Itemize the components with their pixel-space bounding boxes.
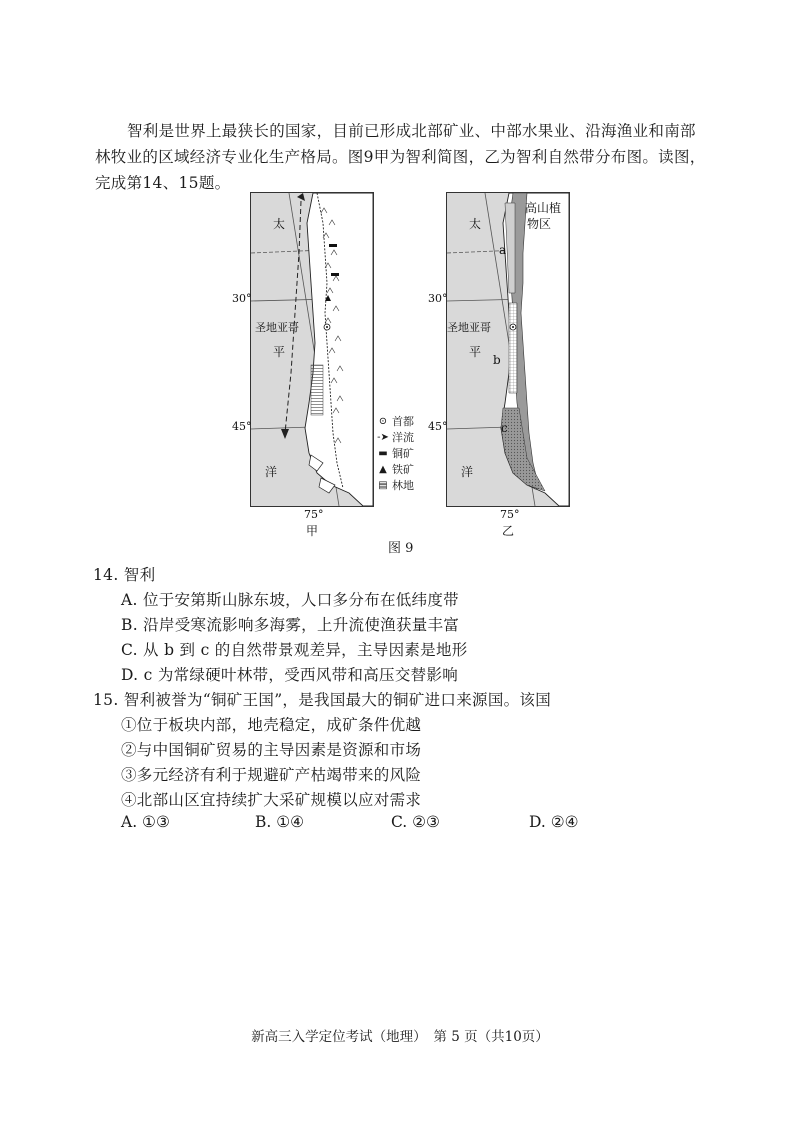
- zone-c-label: c: [501, 421, 508, 435]
- map-yi: [446, 192, 570, 507]
- map-jia-drawing: [251, 193, 373, 506]
- zone-b-label: b: [493, 353, 501, 367]
- alpine-zone-label-2: 物区: [527, 217, 552, 231]
- q15-choice-d: D. ②④: [529, 813, 579, 831]
- legend-item: ⊙ 首都: [374, 414, 446, 430]
- copper-mine-icon: ▬: [378, 448, 388, 459]
- lat-30-label: 30°: [232, 292, 252, 305]
- ocean-char-2: 平: [273, 345, 286, 359]
- q15-choice-b: B. ①④: [255, 813, 305, 831]
- ocean-char-3: 洋: [461, 465, 474, 479]
- lon-75-label: 75°: [500, 508, 520, 521]
- q15-statement-1: ①位于板块内部，地壳稳定，成矿条件优越: [121, 716, 422, 734]
- iron-mine-icon: ▲: [379, 464, 387, 475]
- capital-symbol-icon: ⊙: [378, 416, 388, 427]
- lon-75-label: 75°: [304, 508, 324, 521]
- figure-caption: 图 9: [388, 541, 414, 556]
- legend-item: ▬ 铜矿: [374, 446, 446, 462]
- lat-45-label: 45°: [232, 420, 252, 433]
- ocean-char-3: 洋: [265, 465, 278, 479]
- legend-item: ▤ 林地: [374, 478, 446, 494]
- sub-label-yi: 乙: [502, 524, 515, 538]
- lat-30-label: 30°: [428, 292, 448, 305]
- q15-choices: [121, 813, 621, 837]
- page-footer: 新高三入学定位考试（地理） 第 5 页（共10页）: [251, 1029, 549, 1045]
- current-arrow-icon: -➤: [377, 432, 389, 443]
- capital-label: 圣地亚哥: [255, 321, 299, 334]
- figure-9: [232, 192, 572, 562]
- map-yi-drawing: [447, 193, 569, 506]
- q15-statement-2: ②与中国铜矿贸易的主导因素是资源和市场: [121, 741, 422, 759]
- map-jia: [250, 192, 374, 507]
- intro-paragraph: 智利是世界上最狭长的国家，目前已形成北部矿业、中部水果业、沿海渔业和南部林牧业的区域经济专业化生产格局。图9甲为智利简图，乙为智利自然带分布图。读图，完成第14、15题。: [95, 122, 706, 192]
- question-15-stem: 15. 智利被誉为“铜矿王国”，是我国最大的铜矿进口来源国。该国: [93, 691, 552, 709]
- lat-45-label: 45°: [428, 420, 448, 433]
- q15-choice-a: A. ①③: [121, 813, 170, 831]
- q14-option-a: A. 位于安第斯山脉东坡，人口多分布在低纬度带: [121, 591, 459, 609]
- sub-label-jia: 甲: [306, 524, 319, 538]
- q14-option-d: D. c 为常绿硬叶林带，受西风带和高压交替影响: [121, 666, 459, 684]
- legend-item: -➤ 洋流: [374, 430, 446, 446]
- ocean-char-2: 平: [469, 345, 482, 359]
- legend-item: ▲ 铁矿: [374, 462, 446, 478]
- question-14-stem: 14. 智利: [93, 566, 156, 584]
- ocean-char-1: 太: [273, 217, 286, 231]
- q15-statement-4: ④北部山区宜持续扩大采矿规模以应对需求: [121, 791, 422, 809]
- forest-hatch-icon: ▤: [378, 480, 388, 491]
- q15-choice-c: C. ②③: [391, 813, 440, 831]
- q14-option-c: C. 从 b 到 c 的自然带景观差异，主导因素是地形: [121, 641, 468, 659]
- capital-label: 圣地亚哥: [447, 321, 491, 334]
- ocean-char-1: 太: [469, 217, 482, 231]
- alpine-zone-label: 高山植: [525, 201, 562, 215]
- zone-a-label: a: [499, 243, 507, 257]
- q14-option-b: B. 沿岸受寒流影响多海雾，上升流使渔获量丰富: [121, 616, 460, 634]
- q15-statement-3: ③多元经济有利于规避矿产枯竭带来的风险: [121, 766, 422, 784]
